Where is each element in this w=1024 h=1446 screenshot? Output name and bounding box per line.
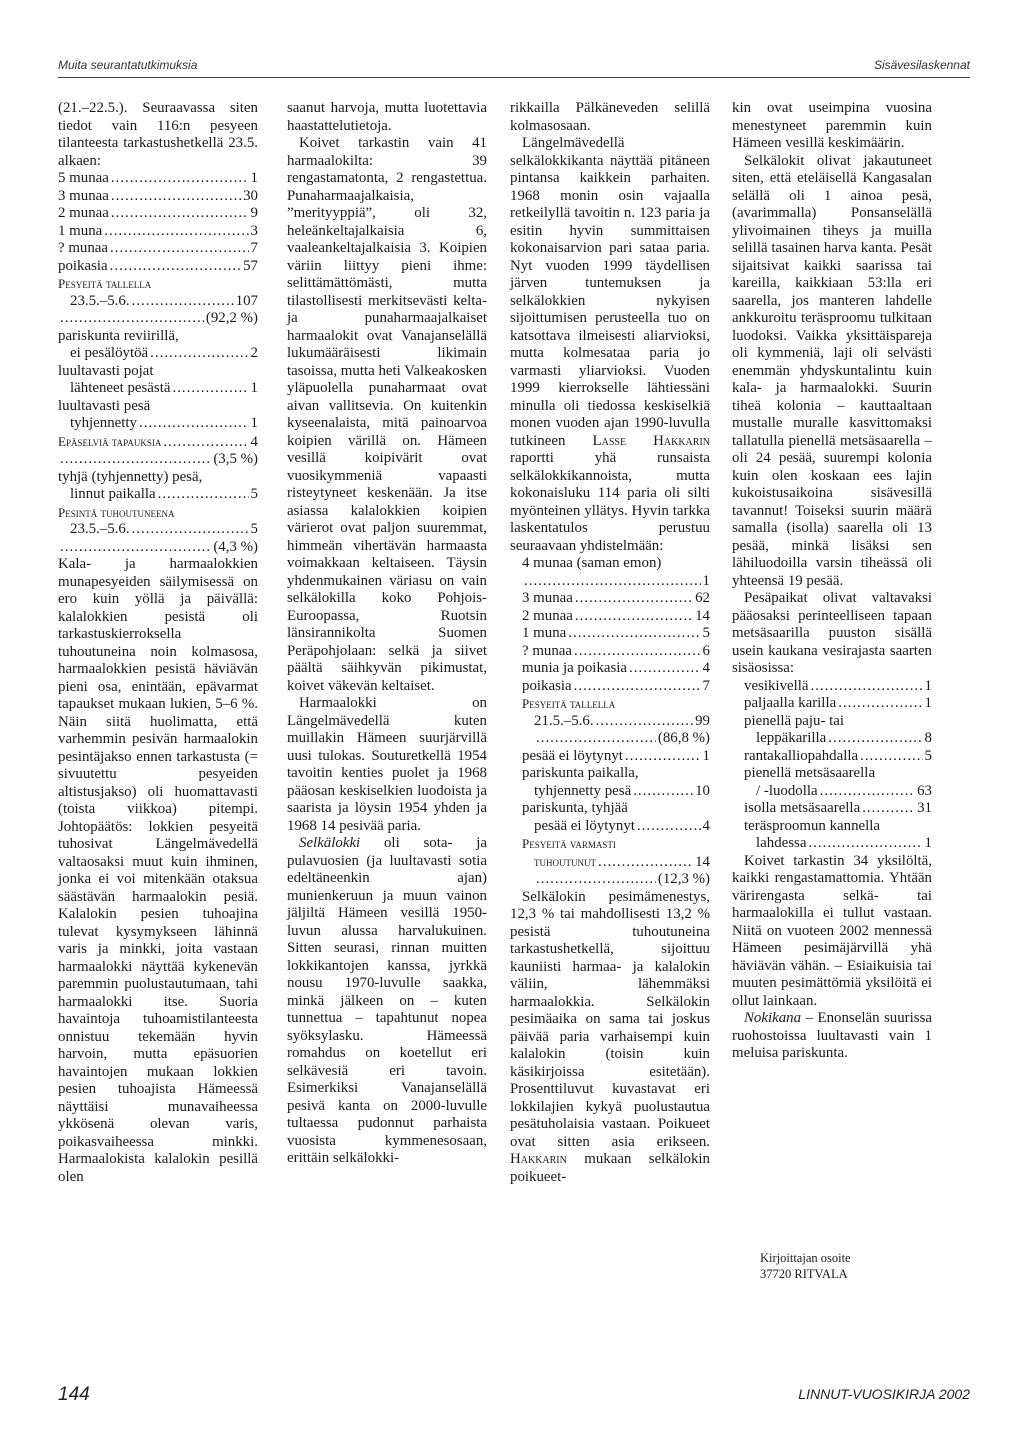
col4-site-line: teräsproomun kannella — [744, 817, 881, 834]
col1-tuho-pct-row: ..... (4,3 %) — [58, 539, 258, 557]
list-item: munia ja poikasia ..... 4 — [510, 660, 710, 678]
author-address-postal: 37720 RITVALA — [760, 1267, 848, 1281]
col1-reviiri-line: pariskunta reviirillä, — [58, 327, 179, 344]
col3-tuhoutunut-row: tuhoutunut ..... 14 — [510, 853, 710, 872]
list-item: 5 munaa ..... 1 — [58, 170, 258, 188]
col1-intro: (21.–22.5.). Seuraavassa siten tiedot vain 116:n pesyeen tilanteesta tarkastushetkellä 23.5. alkaen: — [58, 100, 258, 169]
col3-pariskunta-row: tyhjennetty pesä ..... 10 — [510, 783, 710, 801]
col4-paragraph-4: Nokikana – Enonselän suurissa ruohostoissa luultavasti vain 1 meluisa pariskunta. — [732, 1010, 932, 1061]
col4-site-line: pienellä paju- tai — [744, 712, 845, 729]
list-item: 3 munaa ..... 62 — [510, 590, 710, 608]
col2-paragraph-0: saanut harvoja, mutta luotettavia haastattelutietoja. — [287, 100, 487, 134]
col3-ei-loytynyt-row: pesää ei löytynyt ..... 1 — [510, 748, 710, 766]
col4-paragraph-0: kin ovat useimpina vuosina menestyneet paremmin kuin Hämeen vesillä keskimäärin. — [732, 100, 932, 151]
col3-tuhoutunut-pct-row: ..... (12,3 %) — [510, 871, 710, 889]
col1-pesyeita-tallella: Pesyeitä tallella — [58, 276, 152, 291]
col4-species-name: Nokikana — [744, 1010, 802, 1026]
list-item: poikasia ..... 57 — [58, 258, 258, 276]
col1-tyhjennetty-line: luultavasti pesä — [58, 397, 151, 414]
col3-four-eggs-row: ..... 1 — [510, 573, 710, 591]
column-1 — [58, 100, 258, 1186]
col1-epaselvia-pct-row: ..... (3,5 %) — [58, 451, 258, 469]
running-head-left: Muita seurantatutkimuksia — [58, 58, 198, 72]
col2-paragraph-1: Koivet tarkastin vain 41 harmaalokilta: 39 rengastamatonta, 2 rengastettua. Punaharmaajalkaisia, ”merityyppiä”, oli 32, heleänkeltajalkaisia 6, vaaleankeltajalkaisia 3. Koipien väriin liittyy pieni ihme: selittämättömästi, mutta tilastollisesti merkitsevästi kelta- ja punaharmaajalkaiset harmaalokit ovat Vanajanselällä lukumääräisesti likimain tasoissa, mutta heti Valkeakosken yläpuolella punaharmaat ovat aivan vallitsevia. On kuitenkin kyseenalaista, mitä painoarvoa koipien värillä on. Hämeen vesillä koipivärit ovat vuosikymmeniä vapaasti risteytyneet keskenään. Ja itse asiassa kalalokkien koipien värierot ovat paljon suuremmat, himmeän vihertävän harmaasta voimakkaan keltaiseen. Täysin yhdenmukainen väriasu on vain selkälokilla koko Pohjois-Euroopassa, Ruotsin länsirannikolta Suomen Peräpohjolaan: selkä ja siivet päältä säihkyvän pikimustat, koivet väkevän keltaiset. — [287, 135, 487, 694]
col1-tuhoutuneena: Pesintä tuhoutuneena — [58, 504, 175, 520]
col4-site-row: leppäkarilla ..... 8 — [732, 730, 932, 748]
journal-title: LINNUT-VUOSIKIRJA 2002 — [798, 1386, 970, 1402]
col4-site-row: rantakalliopahdalla ..... 5 — [732, 748, 932, 766]
col1-tyhja-line: tyhjä (tyhjennetty) pesä, — [58, 468, 203, 485]
col3-tyhjaa-line: pariskunta, tyhjää — [522, 800, 628, 816]
list-item: 2 munaa ..... 9 — [58, 205, 258, 223]
col3-pesyeita-date-row: 21.5.–5.6. ..... 99 — [510, 713, 710, 731]
col4-paragraph-1: Selkälokit olivat jakautuneet siten, että eteläisellä Kangasalan selällä oli 1 ainoa pesä, (avarimmalla) Ponsanselällä ylivoimainen tiheys ja muilla selillä tasainen harva kanta. Pesät sijaitsivat kaikki saarissa tai kareilla, kaikkiaan 53:lla eri saarella, jos manteren lahdelle ankkuroitu teräsproomu tulkitaan luodoksi. Vaikka yksittäispareja oli kymmeniä, laji oli selvästi enemmän yhdyskuntalintu kuin kala- ja harmaalokki. Suurin tiheä kolonia – kauttaaltaan mustalle muralle kasvittomaksi tallatulla pienellä metsäsaarella – oli 24 pesää, suurempi kolonia kuin olen koskaan ees lajin kukoistusaikoina sisävesillä tavannut! Toiseksi suurin määrä samalla (isolla) saarella oli 13 pesää, minkä lisäksi sen lähiluodoilla varsin tiheässä oli yhteensä 19 pesää. — [732, 152, 932, 589]
col3-author-name-2: Hakkarin — [510, 1151, 567, 1167]
col1-paragraph: Kala- ja harmaalokkien munapesyeiden säilymisessä on ero kuin yöllä ja päivällä: kalalokkien pesistä oli tarkastuskierroksella tuhoutuneina noin kolmasosa, harmaalokkien pesistä häviävän pieni osa, enintään, epävarmat tapaukset mukaan lukien, 5–6 %. Näin siitä huolimatta, että varhemmin pesivän harmaalokin pesintäjakso ennen tarkastusta (= sivuutettu pesyeiden altistusjakso) oli huomattavasti (toista viikkoa) pitempi. Johtopäätös: lokkien pesyeitä tuhosivat Längelmävedellä valtaosaksi muut kuin ihminen, jonka ei voi mitenkään otaksua säästävän harmaalokin pesiä. Kalalokin pesien tuhoajina tulevat kysymykseen lähinnä varis ja minkki, joita vastaan harmaalokki näyttää kykenevän paremmin puolustautumaan, tahi harmaalokki itse. Suoria havaintoja tuhoamistilanteesta onnistuu tekemään hyvin harvoin, mutta epäsuorien havaintojen mukaan lokkien pesien tuhoajista Hämeessä näyttäisi munavaiheessa ykkösenä olevan varis, poikasvaiheessa minkki. Harmaalokista kalalokin pesillä olen — [58, 556, 258, 1185]
col3-tyhjaa-row: pesää ei löytynyt ..... 4 — [510, 818, 710, 836]
col3-varmasti-line: Pesyeitä varmasti — [522, 836, 616, 851]
col4-site-row: isolla metsäsaarella ..... 31 — [732, 800, 932, 818]
list-item: 3 munaa ..... 30 — [58, 188, 258, 206]
col1-tuho-date-row: 23.5.–5.6. ..... 5 — [58, 521, 258, 539]
col1-pojat-row: lähteneet pesästä ..... 1 — [58, 380, 258, 398]
col3-pesyeita-tallella: Pesyeitä tallella — [522, 696, 616, 711]
col4-site-line: pienellä metsäsaarella — [744, 765, 876, 781]
running-head-right: Sisävesilaskennat — [873, 58, 970, 72]
col3-paragraph-1: Längelmävedellä selkälokkikanta näyttää pitäneen pintansa kaikkein parhaiten. 1968 monin osin vajaalla retkeilyllä tavoitin n. 123 paria ja esitin hyvin summittaisen kokonaisarvion pari sataa paria. Nyt vuoden 1999 täydellisen järven tuntemuksen ja selkälokkien nykyisen sijoittumisen perusteella tuo on katsottava ilmeisesti aliarvioksi, mutta kolmesataa paria jo varmasti yliarvioksi. Vuoden 1999 kierrokselle lähtiessäni minulla oli tiedossa keskiselkiä monen vuoden ajan 1990-luvulla tutkineen Lasse Hakkarin raportti yhä runsaista selkälokkikannoista, mutta kokonaisluku 114 paria oli silti myönteinen yllätys. Hyvin tarkka laskentatulos perustuu seuraavaan yhdistelmään: — [510, 135, 710, 554]
col4-site-row: paljaalla karilla ..... 1 — [732, 695, 932, 713]
list-item: ? munaa ..... 6 — [510, 643, 710, 661]
col1-reviiri-row: ei pesälöytöä ..... 2 — [58, 345, 258, 363]
column-3 — [510, 100, 710, 1186]
col1-pesyeita-date-row: 23.5.–5.6. ..... 107 — [58, 293, 258, 311]
column-4 — [732, 100, 932, 1063]
col1-tyhja-row: linnut paikalla ..... 5 — [58, 486, 258, 504]
col1-pesyeita-pct-row: ..... (92,2 %) — [58, 310, 258, 328]
col1-egg-list — [58, 170, 258, 275]
col2-paragraph-2: Harmaalokki on Längelmävedellä kuten muillakin Hämeen suurjärvillä uusi tulokas. Souturetkellä 1954 tavoitin kenties puolet ja 1968 pääosan keskiselkien luodoista ja saarista ja löysin 1954 yhden ja 1968 14 pesivää paria. — [287, 695, 487, 834]
col3-pesyeita-pct-row: ..... (86,8 %) — [510, 730, 710, 748]
col3-author-name: Lasse Hakkarin — [592, 432, 710, 449]
col3-four-eggs-line: 4 munaa (saman emon) — [522, 555, 662, 571]
page-number: 144 — [58, 1384, 90, 1405]
list-item: 1 muna ..... 5 — [510, 625, 710, 643]
col2-paragraph-3: Selkälokki oli sota- ja pulavuosien (ja luultavasti sotia edeltäneenkin ajan) munienkeruun ja muun vainon jäljiltä Hämeen vesillä 1950-luvun alussa harvalukuinen. Sitten seurasi, rinnan muitten lokkikantojen kanssa, jyrkkä nousu 1970-luvulle saakka, minkä jälkeen on – kuten tunnettua – tapahtunut nopea syöksylasku. Hämeessä romahdus on koetellut eri selkävesiä eri tavoin. Esimerkiksi Vanajanselällä pesivä kanta on 2000-luvulle tultaessa pudonnut parhaista vuosista kymmenesosaan, erittäin selkälokki- — [287, 835, 487, 1166]
author-address — [760, 1250, 851, 1282]
column-2 — [287, 100, 487, 1168]
col4-paragraph-2: Pesäpaikat olivat valtavaksi pääosaksi perinteelliseen tapaan metsäsaarilla puuston sisällä usein kaukana vesirajasta saarten sisäosissa: — [732, 590, 932, 676]
col4-site-row: / -luodolla ..... 63 — [732, 783, 932, 801]
list-item: 1 muna ..... 3 — [58, 223, 258, 241]
col4-site-row: vesikivellä ..... 1 — [732, 678, 932, 696]
col3-paragraph-2: Selkälokin pesimämenestys, 12,3 % tai mahdollisesti 13,2 % pesistä tuhoutuneina tarkastushetkellä, sijoittuu kauniisti harmaa- ja kalalokin väliin, lähemmäksi harmaalokkia. Selkälokin pesimäaika on sama tai joskus päivää paria varhaisempi kuin kalalokin (toisin kuin käsikirjoissa esitetään). Prosenttiluvut kuvastavat eri lokkilajien kykyä puolustautua pesätuholaisia vastaan. Poikueet ovat sitten asia erikseen. Hakkarin mukaan selkälokin poikueet- — [510, 888, 710, 1185]
list-item: 2 munaa ..... 14 — [510, 608, 710, 626]
col3-egg-list — [510, 590, 710, 695]
list-item: poikasia ..... 7 — [510, 678, 710, 696]
col1-pojat-line: luultavasti pojat — [58, 362, 154, 379]
col1-tyhjennetty-row: tyhjennetty ..... 1 — [58, 415, 258, 433]
col4-site-row: lahdessa ..... 1 — [732, 835, 932, 853]
col1-epaselvia-row: Epäselviä tapauksia ..... 4 — [58, 433, 258, 452]
col3-pariskunta-line: pariskunta paikalla, — [522, 765, 639, 781]
header-rule — [58, 77, 970, 78]
col3-paragraph-0: rikkailla Pälkäneveden selillä kolmasosaan. — [510, 100, 710, 134]
col2-species-name: Selkälokki — [299, 835, 361, 851]
author-address-label: Kirjoittajan osoite — [760, 1251, 851, 1265]
col4-paragraph-3: Koivet tarkastin 34 yksilöltä, kaikki rengastamattomia. Yhtään värirengasta selkä- tai harmaalokilla ei tullut vastaan. Niitä on vuoteen 2002 mennessä Hämeen pesimäjärvillä yhä häviävän vähän. – Esiaikuisia tai muuten pesimättömiä yksilöitä ei ollut lainkaan. — [732, 852, 932, 1009]
list-item: ? munaa ..... 7 — [58, 240, 258, 258]
